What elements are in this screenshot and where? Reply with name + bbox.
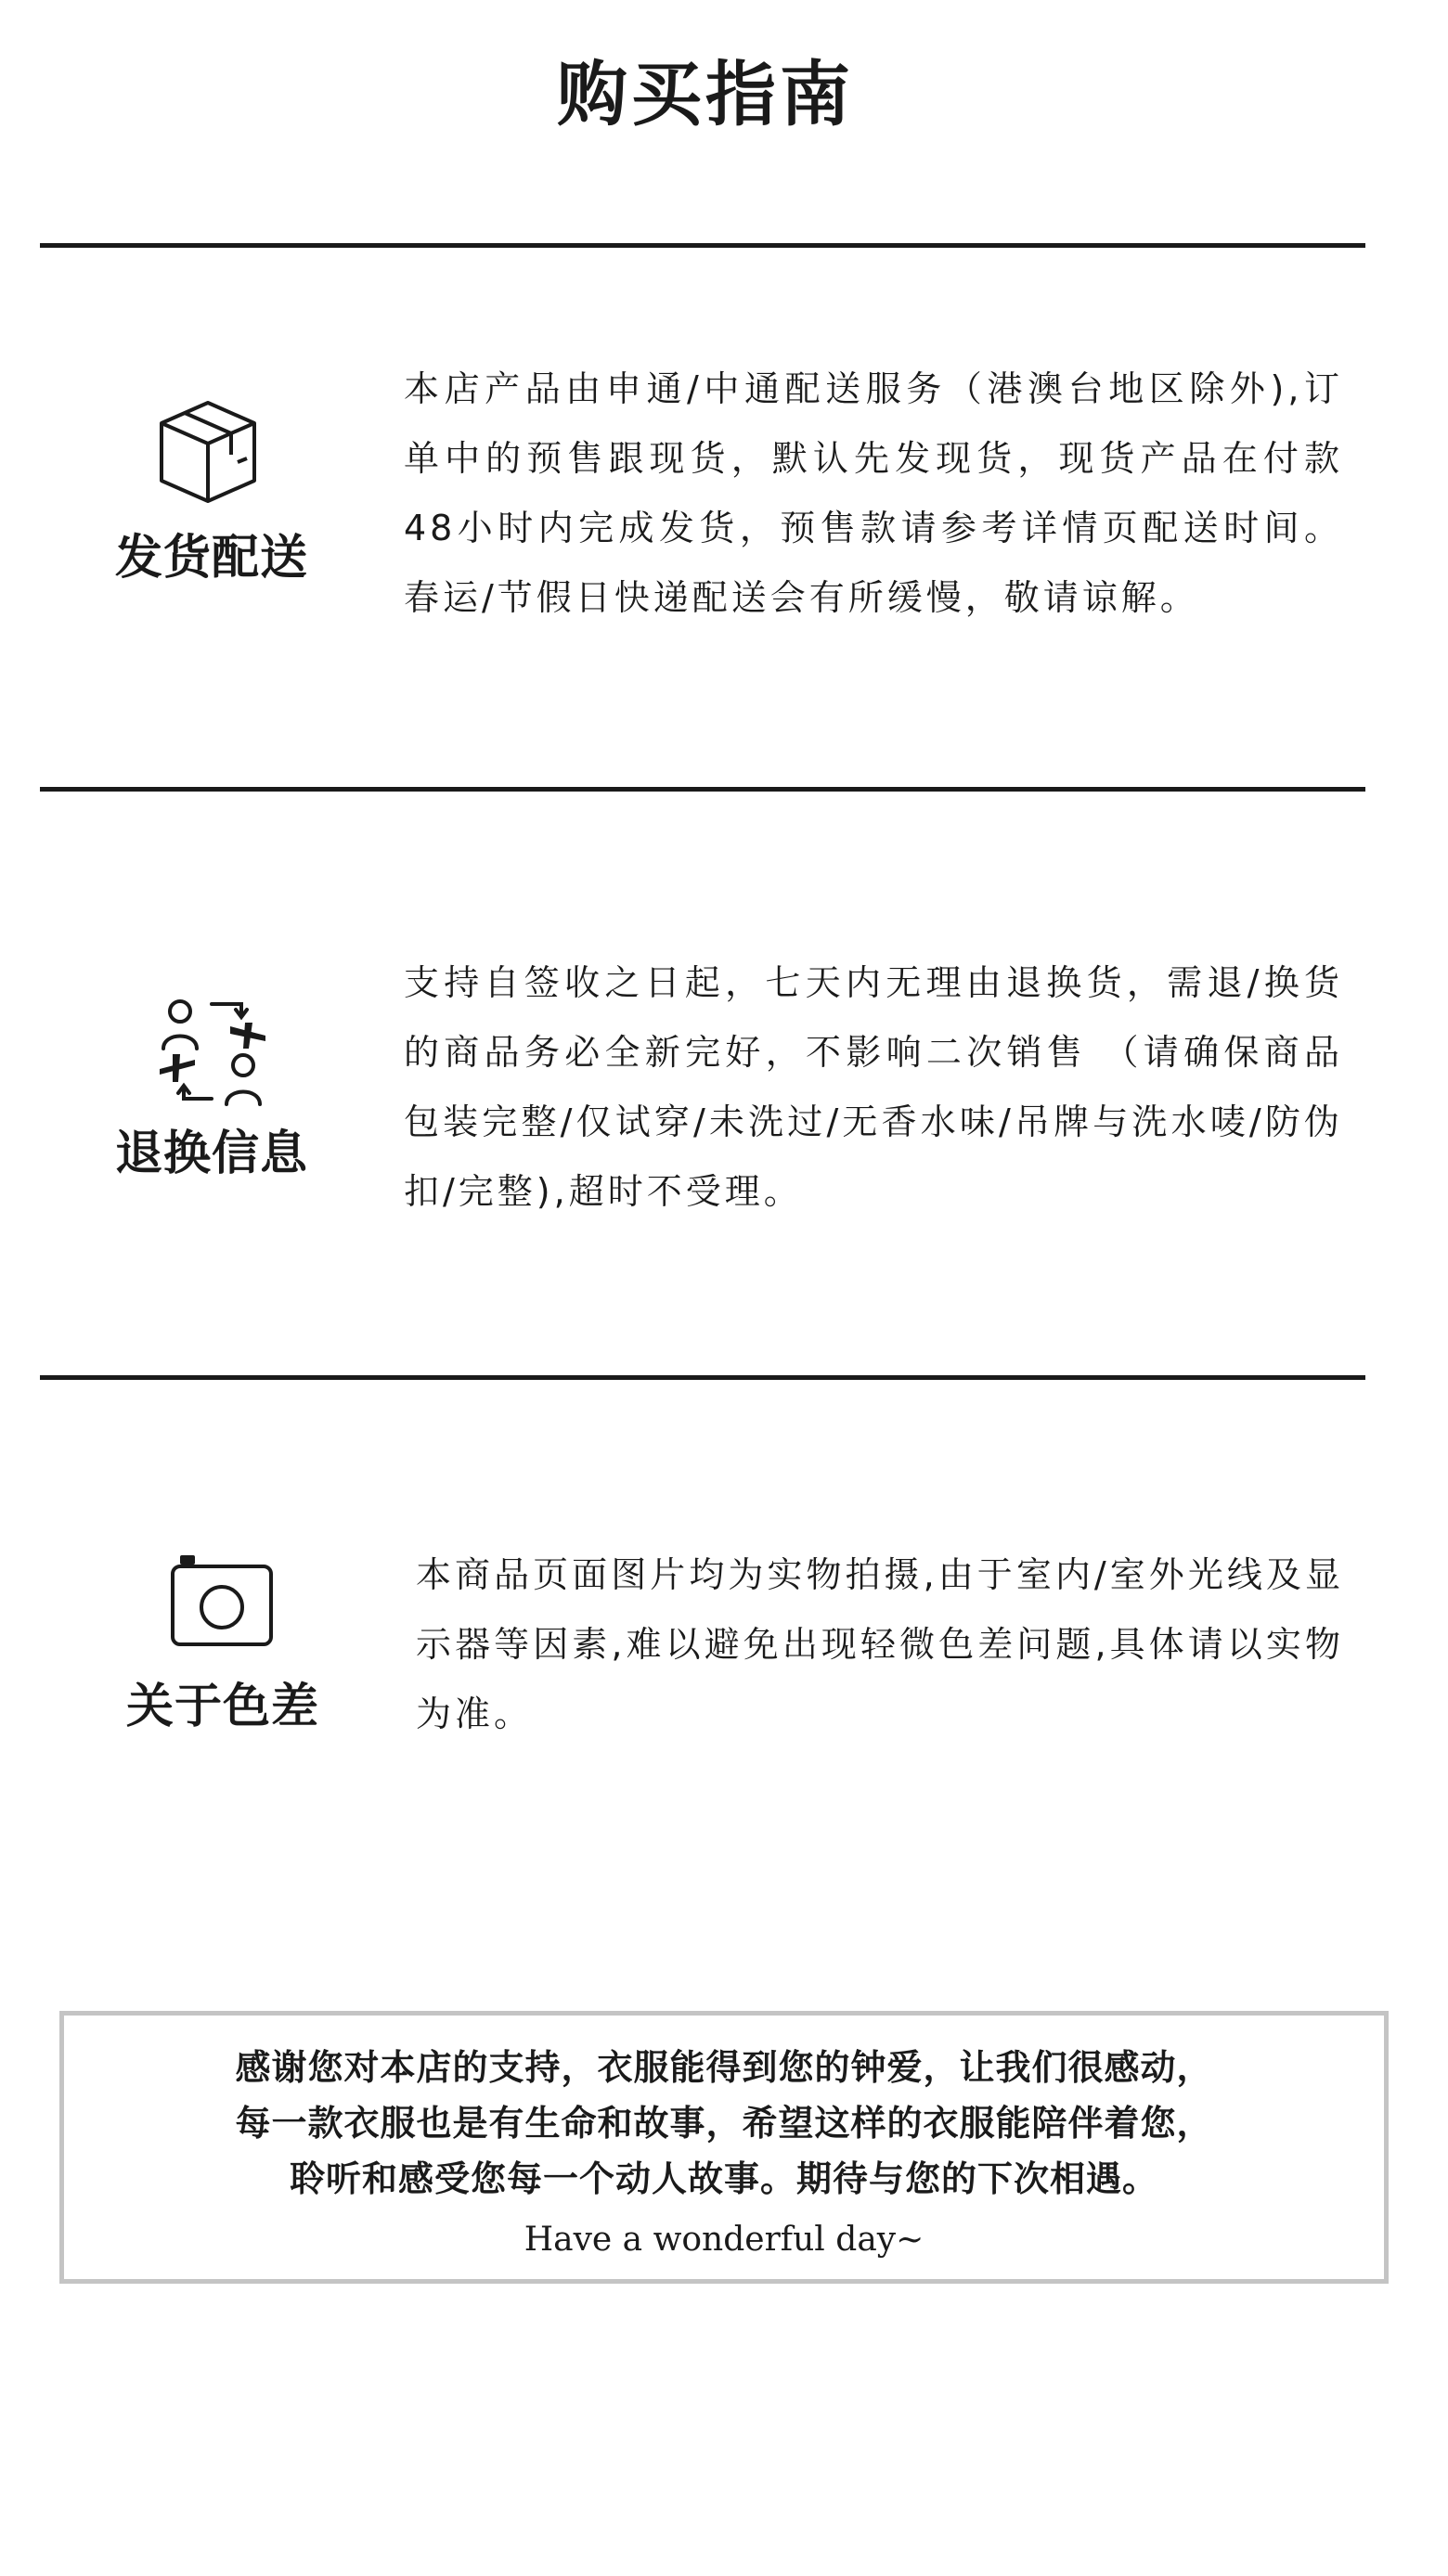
shipping-description: 本店产品由申通/中通配送服务（港澳台地区除外),订单中的预售跟现货，默认先发现货，现货产品在付款48小时内完成发货，预售款请参考详情页配送时间。春运/节假日快递配送会有所缓慢，敬请谅解。 [404, 368, 1343, 618]
thank-you-line: 聆听和感受您每一个动人故事。期待与您的下次相遇。 [289, 2158, 1158, 2199]
color-description: 本商品页面图片均为实物拍摄,由于室内/室外光线及显示器等因素,难以避免出现轻微色差问题,具体请以实物为准。 [416, 1554, 1344, 1734]
shipping-label: 发货配送 [114, 531, 308, 586]
package-box-icon [156, 397, 260, 507]
thank-you-box [59, 2011, 1389, 2284]
thank-you-line: 每一款衣服也是有生命和故事，希望这样的衣服能陪伴着您， [235, 2103, 1213, 2144]
thank-you-english: Have a wonderful day~ [524, 2221, 924, 2259]
section-divider [40, 787, 1365, 792]
page-title: 购买指南 [557, 53, 854, 135]
color-label: 关于色差 [125, 1680, 319, 1734]
thank-you-line: 感谢您对本店的支持，衣服能得到您的钟爱，让我们很感动， [235, 2047, 1213, 2088]
section-divider [40, 243, 1365, 248]
camera-icon [169, 1550, 275, 1648]
section-divider [40, 1375, 1365, 1380]
returns-label: 退换信息 [114, 1127, 308, 1181]
exchange-people-plane-icon [156, 995, 267, 1110]
returns-description: 支持自签收之日起，七天内无理由退换货，需退/换货的商品务必全新完好，不影响二次销售 （请确保商品包装完整/仅试穿/未洗过/无香水味/吊牌与洗水唛/防伪扣/完整),超时不受理。 [404, 962, 1343, 1212]
